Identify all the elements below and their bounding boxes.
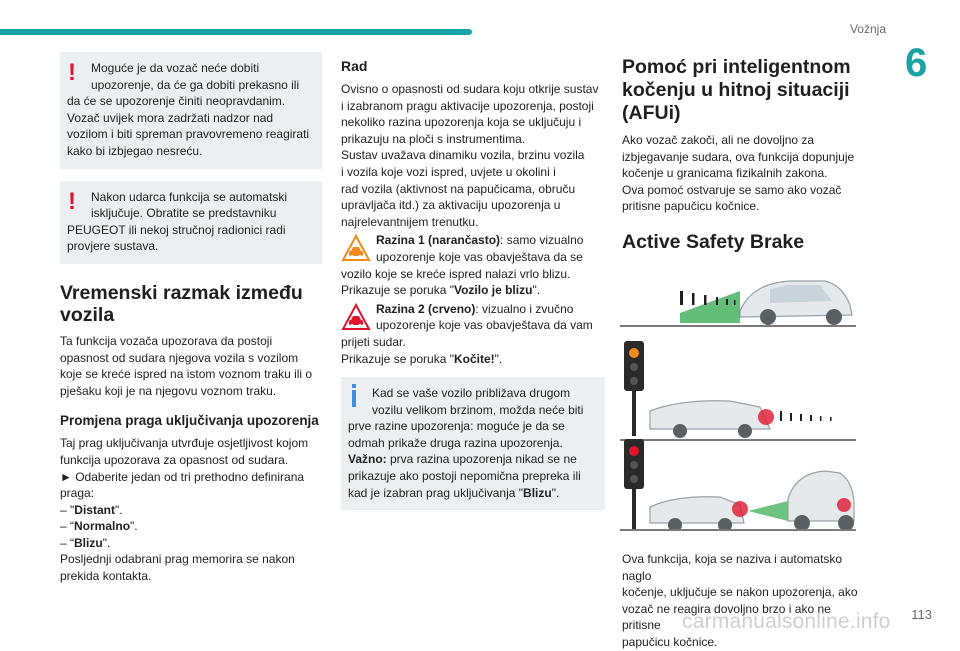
warning-note-1 bbox=[60, 52, 322, 169]
paragraph-line: koje se kreće ispred na istom voznom traku ili o bbox=[60, 367, 313, 382]
paragraph-line: kočenje, uključuje se nakon upozorenja, ako bbox=[622, 585, 858, 600]
paragraph-line: prekida kontakta. bbox=[60, 569, 152, 584]
header-accent-bar bbox=[0, 29, 472, 35]
paragraph-line: praga: bbox=[60, 486, 95, 501]
warning-level-2 bbox=[341, 301, 605, 367]
paragraph-line: ► Odaberite jedan od tri prethodno definirana bbox=[60, 469, 305, 484]
active-safety-brake-illustration bbox=[620, 261, 856, 531]
info-important: Važno: prva razina upozorenja nikad se ne bbox=[348, 452, 577, 467]
paragraph-line: opasnost od sudara njegova vozila s vozilom bbox=[60, 350, 299, 365]
level-2-text: upozorenje koje vas obavještava da vam bbox=[376, 318, 593, 333]
scene-3 bbox=[620, 439, 856, 531]
paragraph-line: Ta funkcija vozača upozorava da postoji bbox=[60, 333, 273, 348]
level-1-title: Razina 1 (narančasto) bbox=[376, 233, 501, 248]
level-1-text: upozorenje koje vas obavještava da se bbox=[376, 249, 583, 264]
note-line: da će se upozorenje činiti neopravdanim. bbox=[67, 94, 286, 109]
note-line: isključuje. Obratite se predstavniku bbox=[91, 206, 277, 221]
paragraph-line: Ovisno o opasnosti od sudara koju otkrije sustav bbox=[341, 82, 599, 96]
paragraph-line: papučicu kočnice. bbox=[622, 634, 718, 649]
info-line: Kad se vaše vozilo približava drugom bbox=[372, 386, 571, 401]
paragraph-line: prikazuju na ploči s instrumentima. bbox=[341, 131, 526, 146]
page-number: 113 bbox=[911, 607, 932, 622]
level-2-message: Prikazuje se poruka "Kočite!". bbox=[341, 351, 503, 366]
paragraph-line: vozilo koje se kreće ispred nalazi vrlo blizu. bbox=[341, 266, 571, 281]
note-line: Nakon udarca funkcija se automatski bbox=[91, 189, 288, 204]
orange-collision-warning-icon bbox=[341, 233, 371, 263]
column-right bbox=[622, 52, 858, 651]
paragraph-line: pješaku koji je na njegovu voznom traku. bbox=[60, 383, 277, 398]
threshold-option: – “Normalno". bbox=[60, 519, 138, 534]
info-important-lines bbox=[348, 468, 596, 485]
paragraph-line: pritisne papučicu kočnice. bbox=[622, 199, 760, 214]
note-line: Moguće je da vozač neće dobiti bbox=[91, 61, 260, 75]
paragraph-line: izbjegavanje sudara, ova funkcija dopunjuje bbox=[622, 149, 855, 164]
level-2-title: Razina 2 (crveno) bbox=[376, 301, 476, 316]
info-note bbox=[341, 377, 605, 510]
threshold-option: – “Blizu". bbox=[60, 535, 111, 550]
column-middle bbox=[341, 52, 605, 522]
note-text bbox=[67, 222, 313, 255]
red-collision-warning-icon bbox=[341, 302, 371, 332]
paragraph-line: i izabranom pragu aktivacije upozorenja, postoji bbox=[341, 98, 594, 113]
watermark: carmanualsonline.info bbox=[682, 610, 891, 633]
paragraph-line: vozač ne reagira dovoljno brzo i ako ne pritisne bbox=[622, 601, 831, 633]
paragraph-line: nekoliko razina upozorenja koja se uključuju i bbox=[341, 115, 582, 130]
paragraph-line: funkcija upozorava za opasnost od sudara. bbox=[60, 452, 289, 467]
paragraph-line: prijeti sudar. bbox=[341, 334, 406, 349]
note-text bbox=[67, 93, 313, 159]
threshold-options bbox=[60, 502, 322, 552]
level-2-rest bbox=[341, 334, 605, 351]
chapter-number: 6 bbox=[905, 41, 928, 85]
note-line: vozilom i biti spreman pravovremeno reagirati bbox=[67, 127, 310, 142]
asb-closing-paragraph bbox=[622, 551, 858, 651]
exclamation-warning-icon: ! bbox=[68, 59, 76, 86]
paragraph-line: najrelevantnijem trenutku. bbox=[341, 214, 479, 229]
info-line: prikazuje ako postoji nepomična prepreka ili bbox=[348, 469, 581, 484]
intro-paragraph bbox=[60, 333, 322, 399]
level-1-text: : samo vizualno bbox=[500, 233, 584, 248]
column-left bbox=[60, 52, 322, 585]
paragraph-line: upravljača itd.) za aktivaciju upozorenja u bbox=[341, 198, 561, 213]
info-last-line: kad je izabran prag uključivanja "Blizu". bbox=[348, 485, 560, 500]
note-line: provjere sustava. bbox=[67, 239, 159, 254]
info-line: prve razine upozorenja: moguće je da se bbox=[348, 419, 565, 434]
note-line: PEUGEOT ili nekoj stručnoj radionici radi bbox=[67, 222, 286, 237]
note-line: upozorenje, da će ga dobiti prekasno ili bbox=[91, 77, 300, 92]
subheading-threshold: Promjena praga uključivanja upozorenja bbox=[60, 413, 319, 429]
info-line: odmah prikaže druga razina upozorenja. bbox=[348, 435, 563, 450]
section-title: Vožnja bbox=[849, 22, 886, 36]
section-heading-following-distance: Vremenski razmak između vozila bbox=[60, 281, 303, 326]
level-1-message: Prikazuje se poruka "Vozilo je blizu". bbox=[341, 283, 541, 298]
operation-paragraph bbox=[341, 81, 605, 230]
afui-paragraph bbox=[622, 132, 858, 215]
warning-level-1 bbox=[341, 232, 605, 298]
scene-2 bbox=[620, 341, 856, 441]
threshold-paragraph bbox=[60, 435, 322, 501]
note-line: kako bi izbjegao nesreću. bbox=[67, 143, 203, 158]
paragraph-line: Ova funkcija, koja se naziva i automatsko naglo bbox=[622, 551, 843, 583]
info-icon bbox=[352, 384, 356, 388]
paragraph-line: Taj prag uključivanja utvrđuje osjetljivost kojom bbox=[60, 436, 309, 451]
paragraph-line: Posljednji odabrani prag memorira se nakon bbox=[60, 552, 295, 567]
paragraph-line: i vozila koje vozi ispred, uvjete u okolini i bbox=[341, 164, 556, 179]
note-line: Vozač uvijek mora zadržati nadzor nad bbox=[67, 110, 274, 125]
scene-1 bbox=[620, 281, 856, 327]
exclamation-warning-icon: ! bbox=[68, 187, 76, 215]
info-text bbox=[348, 418, 596, 451]
heading-afui: Pomoć pri inteligentnom kočenju u hitnoj situaciji (AFUi) bbox=[622, 56, 851, 124]
threshold-option: – "Distant". bbox=[60, 502, 123, 517]
paragraph-line: kočenje u granicama fizikalnih zakona. bbox=[622, 166, 828, 181]
heading-operation: Rad bbox=[341, 58, 368, 74]
heading-active-safety-brake: Active Safety Brake bbox=[622, 230, 805, 253]
paragraph-line: Sustav uvažava dinamiku vozila, brzinu vozila bbox=[341, 148, 585, 163]
closing-paragraph bbox=[60, 551, 322, 584]
info-icon-bar bbox=[352, 390, 356, 407]
level-1-rest bbox=[341, 266, 605, 283]
paragraph-line: rad vozila (aktivnost na papučicama, obruču bbox=[341, 181, 576, 196]
info-line: vozilu velikom brzinom, možda neće biti bbox=[372, 402, 584, 417]
level-2-text: : vizualno i zvučno bbox=[475, 301, 574, 316]
paragraph-line: Ako vozač zakoči, ali ne dovoljno za bbox=[622, 133, 815, 147]
warning-note-2 bbox=[60, 181, 322, 264]
paragraph-line: Ova pomoć ostvaruje se samo ako vozač bbox=[622, 182, 842, 197]
